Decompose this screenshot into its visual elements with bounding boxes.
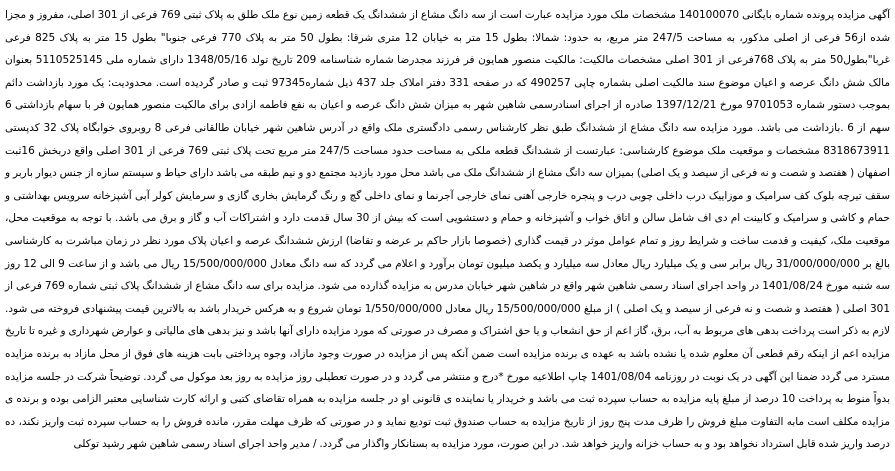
- notice-body-text: آگهی مزایده پرونده شماره بایگانی 140100070 مشخصات ملک مورد مزایده عبارت است از سه دانگ مشاع از ششدانگ یک قطعه زمین نوع ملک طلق به پلاک ثبتی 769 فرعی از 301 اصلی، مفروز و مجزا شده از56 فرعی از اصلی مذکور، به مساحت 247/5 متر مربع، به حدود: شمالا: بطول 15 متر به خیابان 12 متری شرقا: بطول 50 متر به پلاک 770 فرعی جنوبا" بطول 15 متر به پلاک 825 فرعی غربا"بطول50 متر به پلاک 768فرعی از 301 اصلی مشخصات مالکیت: مالکیت منصور همایون فر فرزند مجدرضا شماره شناسنامه 209 تاریخ تولد 1348/05/16 دارای شماره ملی 5110525145 بعنوان مالک شش دانگ عرصه و اعیان موضوع سند مالکیت اصلی بشماره چاپی 490257 که در صفحه 331 دفتر املاک جلد 437 ذیل شماره97345 ثبت و صادر گردیده است. محدودیت: یک مورد بازداشت دائم بموجب دستور شماره 9701053 مورخ 1397/12/21 صادره از اجرای اسنادرسمی شاهین شهر به میزان شش دانگ عرصه و اعیان به نفع فاطمه ازادی برای مالکیت منصور همایون فر با سهام بازداشتی 6 سهم از 6 .بازداشت می باشد. مورد مزایده سه دانگ مشاع از ششدانگ طبق نظر کارشناس رسمی دادگستری ملک واقع در آدرس شاهین شهر خیابان طالقانی فرعی 8 روبروی خوابگاه پلاک 32 کدپستی 8318673911 مشخصات و موقعیت ملک موضوع کارشناسی: عبارتست از ششدانگ قطعه ملکی به مساحت حدود مساحت 247/5 متر مربع تحت پلاک ثبتی 769 فرعی از 301 اصلی واقع دربخش 16ثبت اصفهان ( هفتصد و شصت و نه فرعی از سیصد و یک اصلی) بمیزان سه دانگ مشاع از ششدانگ ملک می باشد محل مورد بازدید مجتمع دو و نیم طبقه می باشد دارای حیاط و سیستم سازه از جنس دیوار باربر و سقف تیرچه بلوک کف سرامیک و موزاییک درب داخلی چوبی درب و پنجره خارجی آهنی نمای خارجی آجرنما و نمای داخلی گچ و رنگ گرمایش بخاری گازی و سرمایش کولر آبی آشپزخانه سرویس بهداشتی و حمام و کاشی و سرامیک و کابینت ام دی اف شامل سالن و اتاق خواب و آشپزخانه و حمام و دستشویی است که بیش از 30 سال قدمت دارد و اشتراکات آب و گاز و برق می باشد. با توجه به موقعیت محل، موقعیت ملک، کیفیت و قدمت ساخت و شرایط روز و تمام عوامل موثر در قیمت گذاری (خصوصا بازار حاکم بر عرضه و تقاضا) ارزش ششدانگ عرصه و اعیان پلاک مورد نظر در زمان مباشرت به کارشناسی بالغ بر 31/000/000/000 ریال برابر سی و یک میلیارد ریال معادل سه میلیارد و یکصد میلیون تومان برآورد و اعلام می گردد که سه دانگ معادل 15/500/000/000 ریال می باشد و از ساعت 9 الی 12 روز سه شنبه مورخ 1401/08/24 در واحد اجرای اسناد رسمی شاهین شهر واقع در شاهین شهر خیابان مدرس به مزایده گذارده می شود. مزایده برای سه دانگ مشاع از ششدانگ پلاک ثبتی شماره 769 فرعی از 301 اصلی ( هفتصد و شصت و نه فرعی از سیصد و یک اصلی ) از مبلغ 15/500/000/000 ریال معادل 1/550/000/000 تومان شروع و به هرکس خریدار باشد به بالاترین قیمت پیشنهادی فروخته می شود. لازم به ذکر است پرداخت بدهی های مربوط به آب، برق، گاز اعم از حق انشعاب و یا حق اشتراک و مصرف در صورتی که مورد مزایده دارای آنها باشد و نیز بدهی های مالیاتی و عوارض شهرداری و غیره تا تاریخ مزایده اعم از اینکه رقم قطعی آن معلوم شده یا نشده باشد به عهده ی برنده مزایده است ضمن آنکه پس از مزایده در صورت وجود مازاد، وجوه پرداختی بابت هزینه های فوق از محل مازاد به برنده مزایده مسترد می گردد ضمنا این آگهی در یک نوبت در روزنامه 1401/08/04 چاپ اطلاعیه مورخ *درج و منتشر می گردد و در صورت تعطیلی روز مزایده به روز بعد موکول می گردد. توضیحاً شرکت در جلسه مزایده بدواً منوط به پرداخت 10 درصد از مبلغ پایه مزایده به حساب سپرده ثبت می باشد و خریدار یا نماینده ی قانونی او در جلسه مزایده به همراه تقاضای کتبی و ارائه کارت شناسایی معتبر الزامی بوده و برنده ی مزایده مکلف است مابه التفاوت مبلغ فروش را ظرف مدت پنج روز از تاریخ مزایده به حساب صندوق ثبت تودیع نماید و در صورتی که ظرف مهلت مقرر، مانده فروش را به حساب سپرده ثبت واریز نکند، ده درصد واریز شده قابل استرداد نخواهد بود و به حساب خزانه واریز خواهد شد. در این صورت، مورد مزایده به بستانکار واگذار می گردد. / مدیر واحد اجرای اسناد رسمی شاهین شهر رشید توکلی: [5, 9, 891, 451]
